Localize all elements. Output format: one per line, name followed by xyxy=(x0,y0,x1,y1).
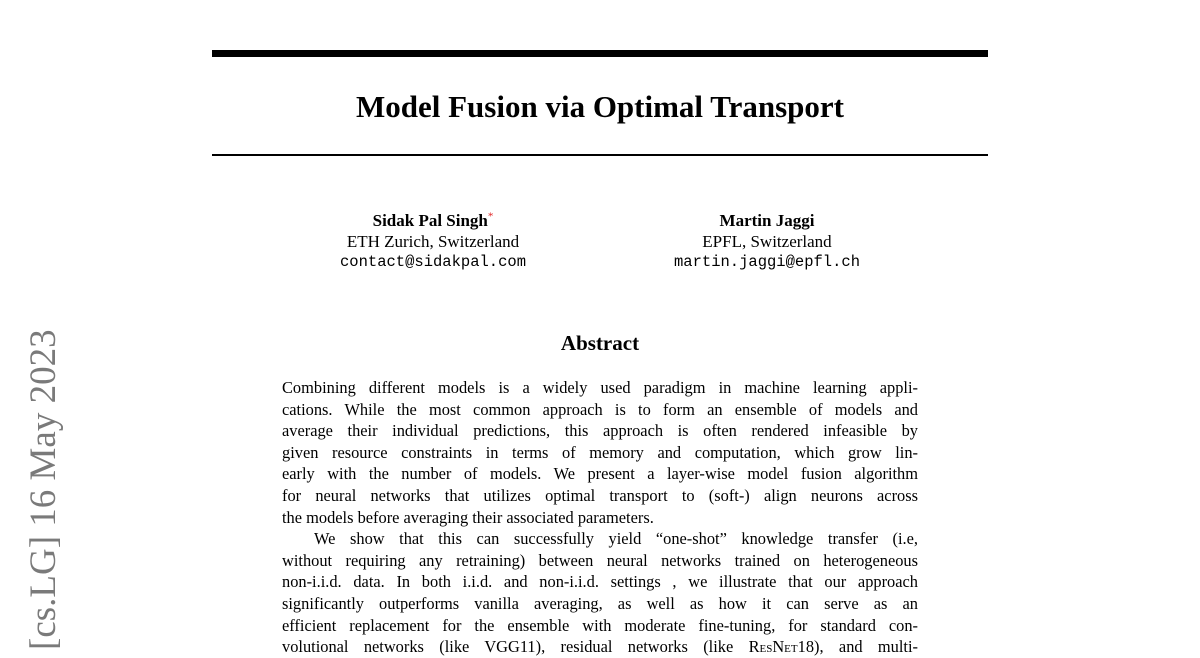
abstract-line: significantly outperforms vanilla averaging, as well as how it can serve as an xyxy=(282,593,918,613)
abstract-line: cations. While the most common approach is to form an ensemble of models and xyxy=(282,399,918,419)
arxiv-identifier-stamp: [cs.LG] 16 May 2023 xyxy=(23,329,64,650)
author-email: contact@sidakpal.com xyxy=(339,253,527,271)
author-email: martin.jaggi@epfl.ch xyxy=(673,253,861,271)
abstract-line: efficient replacement for the ensemble with moderate fine-tuning, for standard con- xyxy=(282,615,918,635)
author-name xyxy=(283,210,583,231)
abstract-line: non-i.i.d. data. In both i.i.d. and non-i.i.d. settings , we illustrate that our approach xyxy=(282,572,918,592)
abstract-line: given resource constraints in terms of memory and computation, which grow lin- xyxy=(282,442,918,462)
footnote-mark[interactable]: * xyxy=(487,210,494,223)
abstract-line: early with the number of models. We present a layer-wise model fusion algorithm xyxy=(282,464,918,484)
abstract-line: without requiring any retraining) between neural networks trained on heterogeneous xyxy=(282,550,918,570)
title-bottom-rule xyxy=(212,154,988,156)
abstract-line-part: volutional networks (like VGG11), residual networks (like xyxy=(282,637,749,657)
author-name: Martin Jaggi xyxy=(719,211,815,230)
abstract-line: We show that this can successfully yield “one-shot” knowledge transfer (i.e, xyxy=(314,529,918,549)
abstract-body xyxy=(282,377,918,658)
author-block-2 xyxy=(617,210,917,273)
abstract-line: for neural networks that utilizes optimal transport to (soft-) align neurons across xyxy=(282,485,918,505)
abstract-line: the models before averaging their associated parameters. xyxy=(282,507,654,527)
paper-title: Model Fusion via Optimal Transport xyxy=(355,89,844,124)
author-name-text: Sidak Pal Singh xyxy=(372,211,488,230)
abstract-heading: Abstract xyxy=(560,331,640,355)
title-top-rule xyxy=(212,50,988,57)
abstract-line: average their individual predictions, this approach is often rendered infeasible by xyxy=(282,421,918,441)
author-affiliation: ETH Zurich, Switzerland xyxy=(346,232,520,251)
abstract-line: Combining different models is a widely used paradigm in machine learning appli- xyxy=(282,378,918,397)
author-block-1 xyxy=(283,210,583,273)
abstract-line-part: 18), and multi- xyxy=(797,637,918,657)
abstract-smallcaps-term: ResNet xyxy=(748,637,798,657)
author-affiliation: EPFL, Switzerland xyxy=(702,232,832,251)
abstract-line-partial xyxy=(282,636,918,658)
